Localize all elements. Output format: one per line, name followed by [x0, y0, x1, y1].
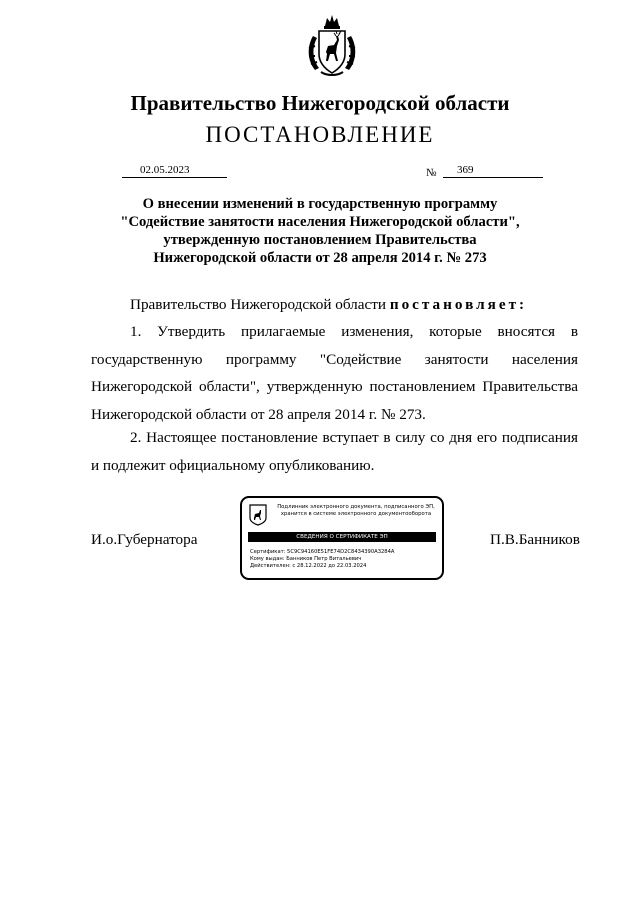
government-title: Правительство Нижегородской области — [130, 91, 510, 115]
decree-statement — [130, 296, 527, 314]
subject-line: О внесении изменений в государственную программу — [142, 196, 498, 212]
coat-of-arms-emblem — [303, 12, 361, 78]
signatory-title: И.о.Губернатора — [91, 531, 198, 548]
signatory-name: П.В.Банников — [490, 531, 580, 548]
certificate-owner: Кому выдан: Банников Петр Витальевич — [250, 556, 362, 562]
certificate-id: Сертификат: 5C9C94160E51FE74D2C8434390A3284A — [250, 549, 395, 555]
decree-item-2: 2. Настоящее постановление вступает в силу со дня его подписания и подлежит официальному опубликованию. — [91, 429, 578, 474]
emblem-icon — [249, 504, 267, 526]
subject-line: "Содействие занятости населения Нижегородской области", — [120, 214, 520, 230]
document-type-title: ПОСТАНОВЛЕНИЕ — [205, 122, 435, 147]
document-number: 369 — [443, 163, 543, 178]
number-label: № — [426, 167, 437, 179]
certificate-info-header: СВЕДЕНИЯ О СЕРТИФИКАТЕ ЭП — [248, 532, 436, 542]
electronic-signature-stamp — [240, 496, 444, 580]
decree-prefix: Правительство Нижегородской области — [130, 296, 390, 313]
decree-item-1: 1. Утвердить прилагаемые изменения, которые вносятся в государственную программу "Содействие занятости населения Нижегородской области", утвержденную постановлением Правительства Нижегородской области от 28 апреля 2014 г. № 273. — [91, 323, 578, 423]
subject-line: Нижегородской области от 28 апреля 2014 г. № 273 — [153, 250, 487, 266]
subject-line: утвержденную постановлением Правительства — [163, 232, 477, 248]
document-date: 02.05.2023 — [122, 163, 227, 178]
certificate-validity: Действителен: с 28.12.2022 до 22.03.2024 — [250, 563, 367, 569]
document-subject — [100, 195, 540, 267]
stamp-caption — [272, 504, 440, 518]
decree-verb: постановляет: — [389, 296, 528, 313]
stamp-caption-line: хранится в системе электронного документооборота — [280, 511, 432, 517]
stamp-caption-line: Подлинник электронного документа, подписанного ЭП, — [277, 504, 435, 510]
